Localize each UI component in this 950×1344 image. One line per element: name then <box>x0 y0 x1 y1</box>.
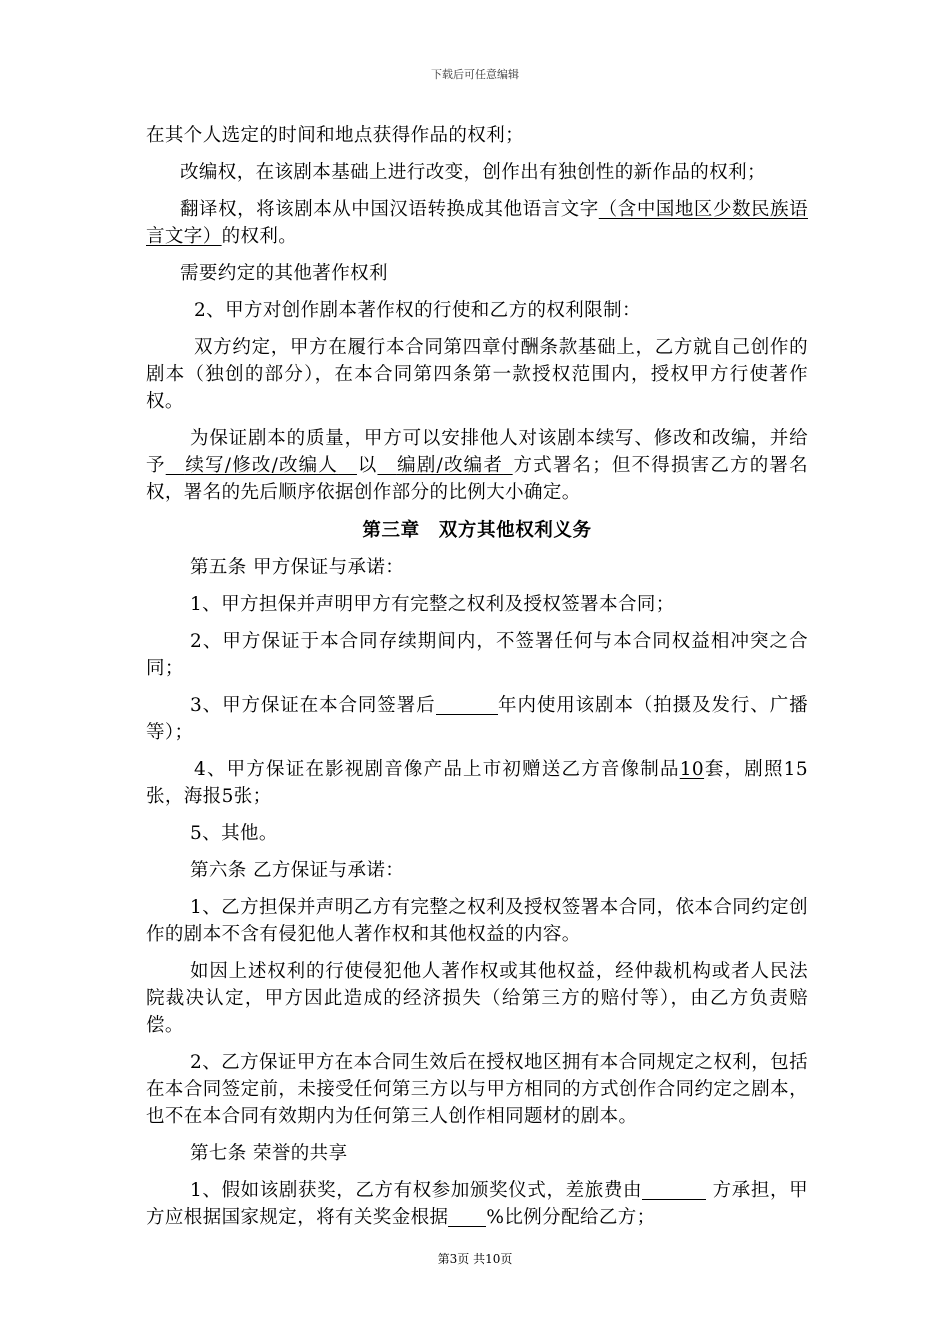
article-heading: 第七条 荣誉的共享 <box>190 1143 348 1164</box>
blank-line <box>436 694 498 715</box>
text: 4、甲方保证在影视剧音像产品上市初赠送乙方音像制品 <box>194 759 680 780</box>
paragraph: 1、甲方担保并声明甲方有完整之权利及授权签署本合同； <box>190 594 675 615</box>
paragraph: 需要约定的其他著作权利 <box>180 263 388 284</box>
blank-line <box>448 1206 486 1227</box>
text: 套，剧照15张，海报5张； <box>146 759 808 807</box>
underlined-text: 续写/修改/改编人 <box>184 455 339 476</box>
text: 方承担，甲方应根据国家规定，将有关奖金根据 <box>146 1180 808 1228</box>
paragraph: 2、乙方保证甲方在本合同生效后在授权地区拥有本合同规定之权利，包括在本合同签定前，未接受任何第三方以与甲方相同的方式创作合同约定之剧本，也不在本合同有效期内为任何第三人创作相同题材的剧本。 <box>146 1052 808 1127</box>
paragraph <box>146 756 808 810</box>
paragraph: 2、甲方保证于本合同存续期间内，不签署任何与本合同权益相冲突之合同； <box>146 631 808 679</box>
page-header: 下载后可任意编辑 <box>431 68 519 81</box>
text: %比例分配给乙方； <box>486 1207 656 1228</box>
underlined-text: （含中国地区少数民族语言文字） <box>146 199 808 247</box>
paragraph: 如因上述权利的行使侵犯他人著作权或其他权益，经仲裁机构或者人民法院裁决认定，甲方因此造成的经济损失（给第三方的赔付等），由乙方负责赔偿。 <box>146 961 808 1036</box>
document-body <box>146 122 808 1241</box>
page-footer: 第3页 共10页 <box>437 1252 513 1266</box>
paragraph: 改编权，在该剧本基础上进行改变，创作出有独创性的新作品的权利； <box>180 162 766 183</box>
text: 1、假如该剧获奖，乙方有权参加颁奖仪式，差旅费由 <box>190 1180 643 1201</box>
text: 的权利。 <box>221 226 298 247</box>
paragraph <box>146 1177 808 1231</box>
text: 以 <box>356 455 378 476</box>
text: 方式署名；但不得损害乙方的署名权，署名的先后顺序依据创作部分的比例大小确定。 <box>146 455 808 503</box>
paragraph: 2、甲方对创作剧本著作权的行使和乙方的权利限制： <box>194 300 641 321</box>
paragraph: 双方约定，甲方在履行本合同第四章付酬条款基础上，乙方就自己创作的剧本（独创的部分），在本合同第四条第一款授权范围内，授权甲方行使著作权。 <box>146 337 808 412</box>
text: 翻译权，将该剧本从中国汉语转换成其他语言文字 <box>180 199 599 220</box>
underlined-text: 10 <box>679 759 705 780</box>
paragraph <box>146 692 808 746</box>
article-heading: 第五条 甲方保证与承诺： <box>190 557 405 578</box>
article-heading: 第六条 乙方保证与承诺： <box>190 860 405 881</box>
text: 3、甲方保证在本合同签署后 <box>190 695 436 716</box>
paragraph <box>146 196 808 250</box>
underlined-text: 编剧/改编者 <box>396 455 504 476</box>
paragraph <box>146 425 808 506</box>
paragraph: 5、其他。 <box>190 823 278 844</box>
paragraph: 在其个人选定的时间和地点获得作品的权利； <box>146 125 525 146</box>
chapter-heading: 第三章 双方其他权利义务 <box>362 520 592 541</box>
paragraph: 1、乙方担保并声明乙方有完整之权利及授权签署本合同，依本合同约定创作的剧本不含有侵犯他人著作权和其他权益的内容。 <box>146 897 808 945</box>
text: 年内使用该剧本（拍摄及发行、广播等）； <box>146 695 808 743</box>
blank-line <box>642 1179 706 1200</box>
text: 为保证剧本的质量，甲方可以安排他人对该剧本续写、修改和改编，并给予 <box>146 428 808 476</box>
